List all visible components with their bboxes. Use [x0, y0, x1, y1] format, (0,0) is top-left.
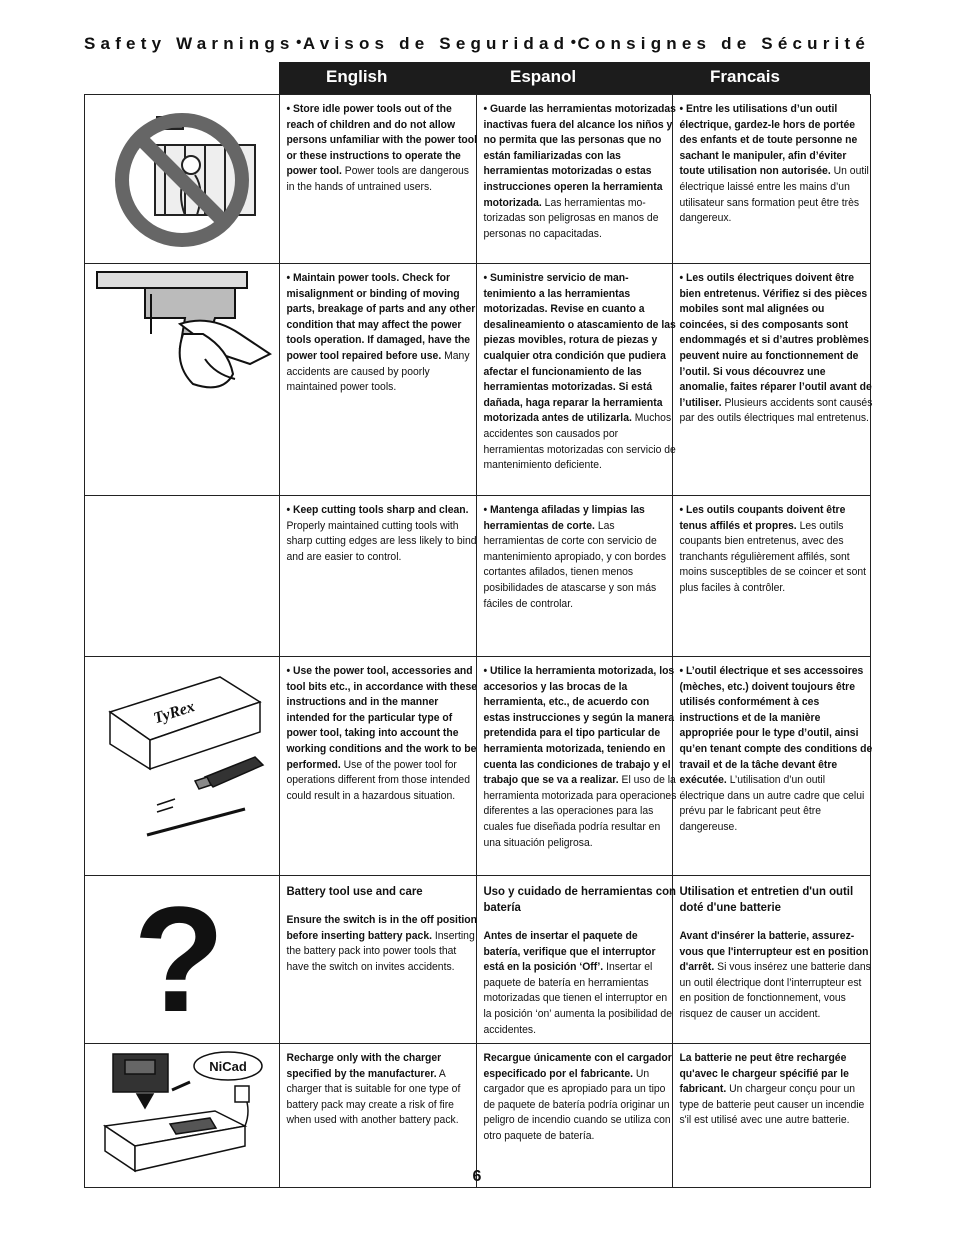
table-row: [85, 1044, 871, 1188]
row-image-cell: [85, 95, 280, 264]
tyrex-brand-label: TyRex: [151, 698, 197, 728]
row-image-cell: [85, 657, 280, 876]
row-image-cell: [85, 876, 280, 1044]
nicad-badge: NiCad: [209, 1059, 247, 1074]
title-french: Consignes de Sécurité: [577, 34, 870, 53]
text-spanish: Recargue únicamente con el cargador especificado por el fabricante. Un cargador que es apropiado para un tipo de paquete de batería podría originar un peligro de incendio cuando se utiliza con otro paquete de batería.: [483, 1052, 672, 1142]
no-children-icon: [85, 95, 280, 258]
text-english: • Store idle power tools out of the reach of children and do not allow persons unfamiliar with the power tool or these instructions to operate the power tool. Power tools are dangerous in the hands of untrained users.: [286, 103, 478, 193]
charger-icon: [85, 1044, 280, 1182]
page-title: [84, 34, 870, 56]
title-english: Safety Warnings: [84, 34, 295, 53]
text-english: Recharge only with the charger specified by the manufacturer. A charger that is suitable for one type of battery pack may create a risk of fire when used with another battery pack.: [286, 1052, 461, 1127]
text-english: • Use the power tool, accessories and tool bits etc., in accordance with these instructions and in the manner intended for the particular type of power tool, taking into account the working conditions and the work to be performed. Use of the power tool for operations different from those intended could result in a hazardous situation.: [286, 665, 478, 802]
text-french: • Entre les utilisations d’un outil électrique, gardez-le hors de portée des enfants et de toute personne ne sachant le manipuler, afin d’éviter toute utilisation non autorisée. Un outil électrique laissé entre les mains d’un utilisateur sans formation peut être très dangereux.: [679, 103, 869, 225]
title-spanish: Avisos de Seguridad: [302, 34, 570, 53]
maintain-tool-icon: [85, 264, 280, 490]
column-header-english: English: [326, 67, 388, 86]
text-english: • Maintain power tools. Check for misalignment or binding of moving parts, breakage of parts and any other condition that may affect the power tools operation. If damaged, have the power tool repaired before use. Many accidents are caused by poorly maintained power tools.: [286, 272, 476, 394]
row-image-cell: [85, 496, 280, 657]
row-image-cell: [85, 1044, 280, 1188]
column-header-bar: [279, 62, 870, 94]
text-english: • Keep cutting tools sharp and clean. Properly maintained cutting tools with sharp cutting edges are less likely to bind and are easier to control.: [286, 504, 477, 563]
column-header-spanish: Espanol: [510, 67, 577, 86]
text-spanish: • Mantenga afiladas y limpias las herramientas de corte. Las herramientas de corte con servicio de mantenimiento apropiado, y con bordes cortantes afilados, tienen menos posibilidades de atascarse y son más fáciles de controlar.: [483, 504, 667, 610]
section-heading: Utilisation et entretien d'un outil doté d'une batterie: [679, 884, 854, 914]
text-spanish: • Guarde las herramientas motorizadas inactivas fuera del alcance los niños y no permita que las personas que no están familiarizadas con las herramientas motorizadas o estas instrucciones operen la herramienta motorizada. Las herramientas motorizadas son peligrosas en manos de personas no capacitadas.: [483, 103, 676, 240]
table-row: [85, 496, 871, 657]
table-row: [85, 876, 871, 1044]
row-image-cell: [85, 264, 280, 496]
section-heading: Battery tool use and care: [286, 884, 423, 898]
text-spanish: • Utilice la herramienta motorizada, los accesorios y las brocas de la herramienta, etc., de acuerdo con estas instrucciones y según la manera pretendida para el tipo particular de herramienta motorizada, teniendo en cuenta las condiciones de trabajo y el trabajo que se va a realizar. El uso de la herramienta motorizada para operaciones diferentes a las operaciones para las cuales fue diseñada podría resultar en una situación peligrosa.: [483, 665, 677, 849]
tyrex-box-icon: [85, 657, 280, 870]
text-french: • Les outils électriques doivent être bien entretenus. Vérifiez si des pièces mobiles sont mal alignées ou coincées, si des composants sont endommagés et si d’autres problèmes peuvent nuire au fonctionnement de l’outil. Si vous découvrez une anomalie, faites réparer l’outil avant de l’utiliser. Plusieurs accidents sont causés par des outils électriques mal entretenus.: [679, 272, 873, 425]
table-row: [85, 95, 871, 264]
page-number: 6: [472, 1168, 482, 1185]
text-french: La batterie ne peut être rechargée qu'avec le chargeur spécifié par le fabricant. Un chargeur conçu pour un type de batterie peut causer un incendie s'il est utilisé avec une autre batterie.: [679, 1052, 865, 1127]
table-row: [85, 264, 871, 496]
table-row: [85, 657, 871, 876]
text-french: • Les outils coupants doivent être tenus affilés et propres. Les outils coupants bien entretenus, avec des tranchants régulièrement affilés, sont moins susceptibles de se coincer et sont plus faciles à contrôler.: [679, 504, 867, 594]
question-mark-icon: ?: [133, 875, 225, 1043]
text-spanish: • Suministre servicio de mantenimiento a las herramientas motorizadas. Revise en cuanto a desalineamiento o atascamiento de las piezas movibles, rotura de piezas y cualquier otra condición que pudiera afectar el funcionamiento de las herramientas motorizadas. Si está dañada, haga reparar la herramienta motorizada antes de utilizarla. Muchos accidentes son causados por herramientas motorizadas con servicio de mantenimiento deficiente.: [483, 272, 676, 472]
section-heading: Uso y cuidado de herramientas con batería: [483, 884, 677, 914]
text-french: Utilisation et entretien d'un outil doté d'une batterie Avant d'insérer la batterie, assurez-vous que l'interrupteur est en position d'arrêt. Si vous insérez une batterie dans un outil électrique dont l’interrupteur est en position de fonctionnement, vous risquez de causer un accident.: [679, 884, 871, 1020]
title-separator: •: [570, 34, 576, 51]
text-french: • L’outil électrique et ses accessoires (mèches, etc.) doivent toujours être utilisés conformément à ces instructions et de la manière appropriée pour le type d’outil, ainsi qu’en tenant compte des conditions de travail et de la tâche devant être exécutée. L’utilisation d’un outil électrique dans un autre cadre que celui prévu par le fabricant peut être dangereuse.: [679, 665, 873, 833]
text-spanish: Uso y cuidado de herramientas con batería Antes de insertar el paquete de batería, verifique que el interruptor está en la posición ‘Off’. Insertar el paquete de batería en herramientas motorizadas que tienen el interruptor en la posición ‘on’ aumenta la posibilidad de accidentes.: [483, 884, 677, 1036]
column-header-french: Francais: [710, 67, 780, 86]
text-english: Battery tool use and care Ensure the switch is in the off position before inserting battery pack. Inserting the battery pack into power tools that have the switch on invites accidents.: [280, 876, 485, 979]
safety-table: [84, 94, 871, 1188]
title-separator: •: [296, 34, 302, 51]
